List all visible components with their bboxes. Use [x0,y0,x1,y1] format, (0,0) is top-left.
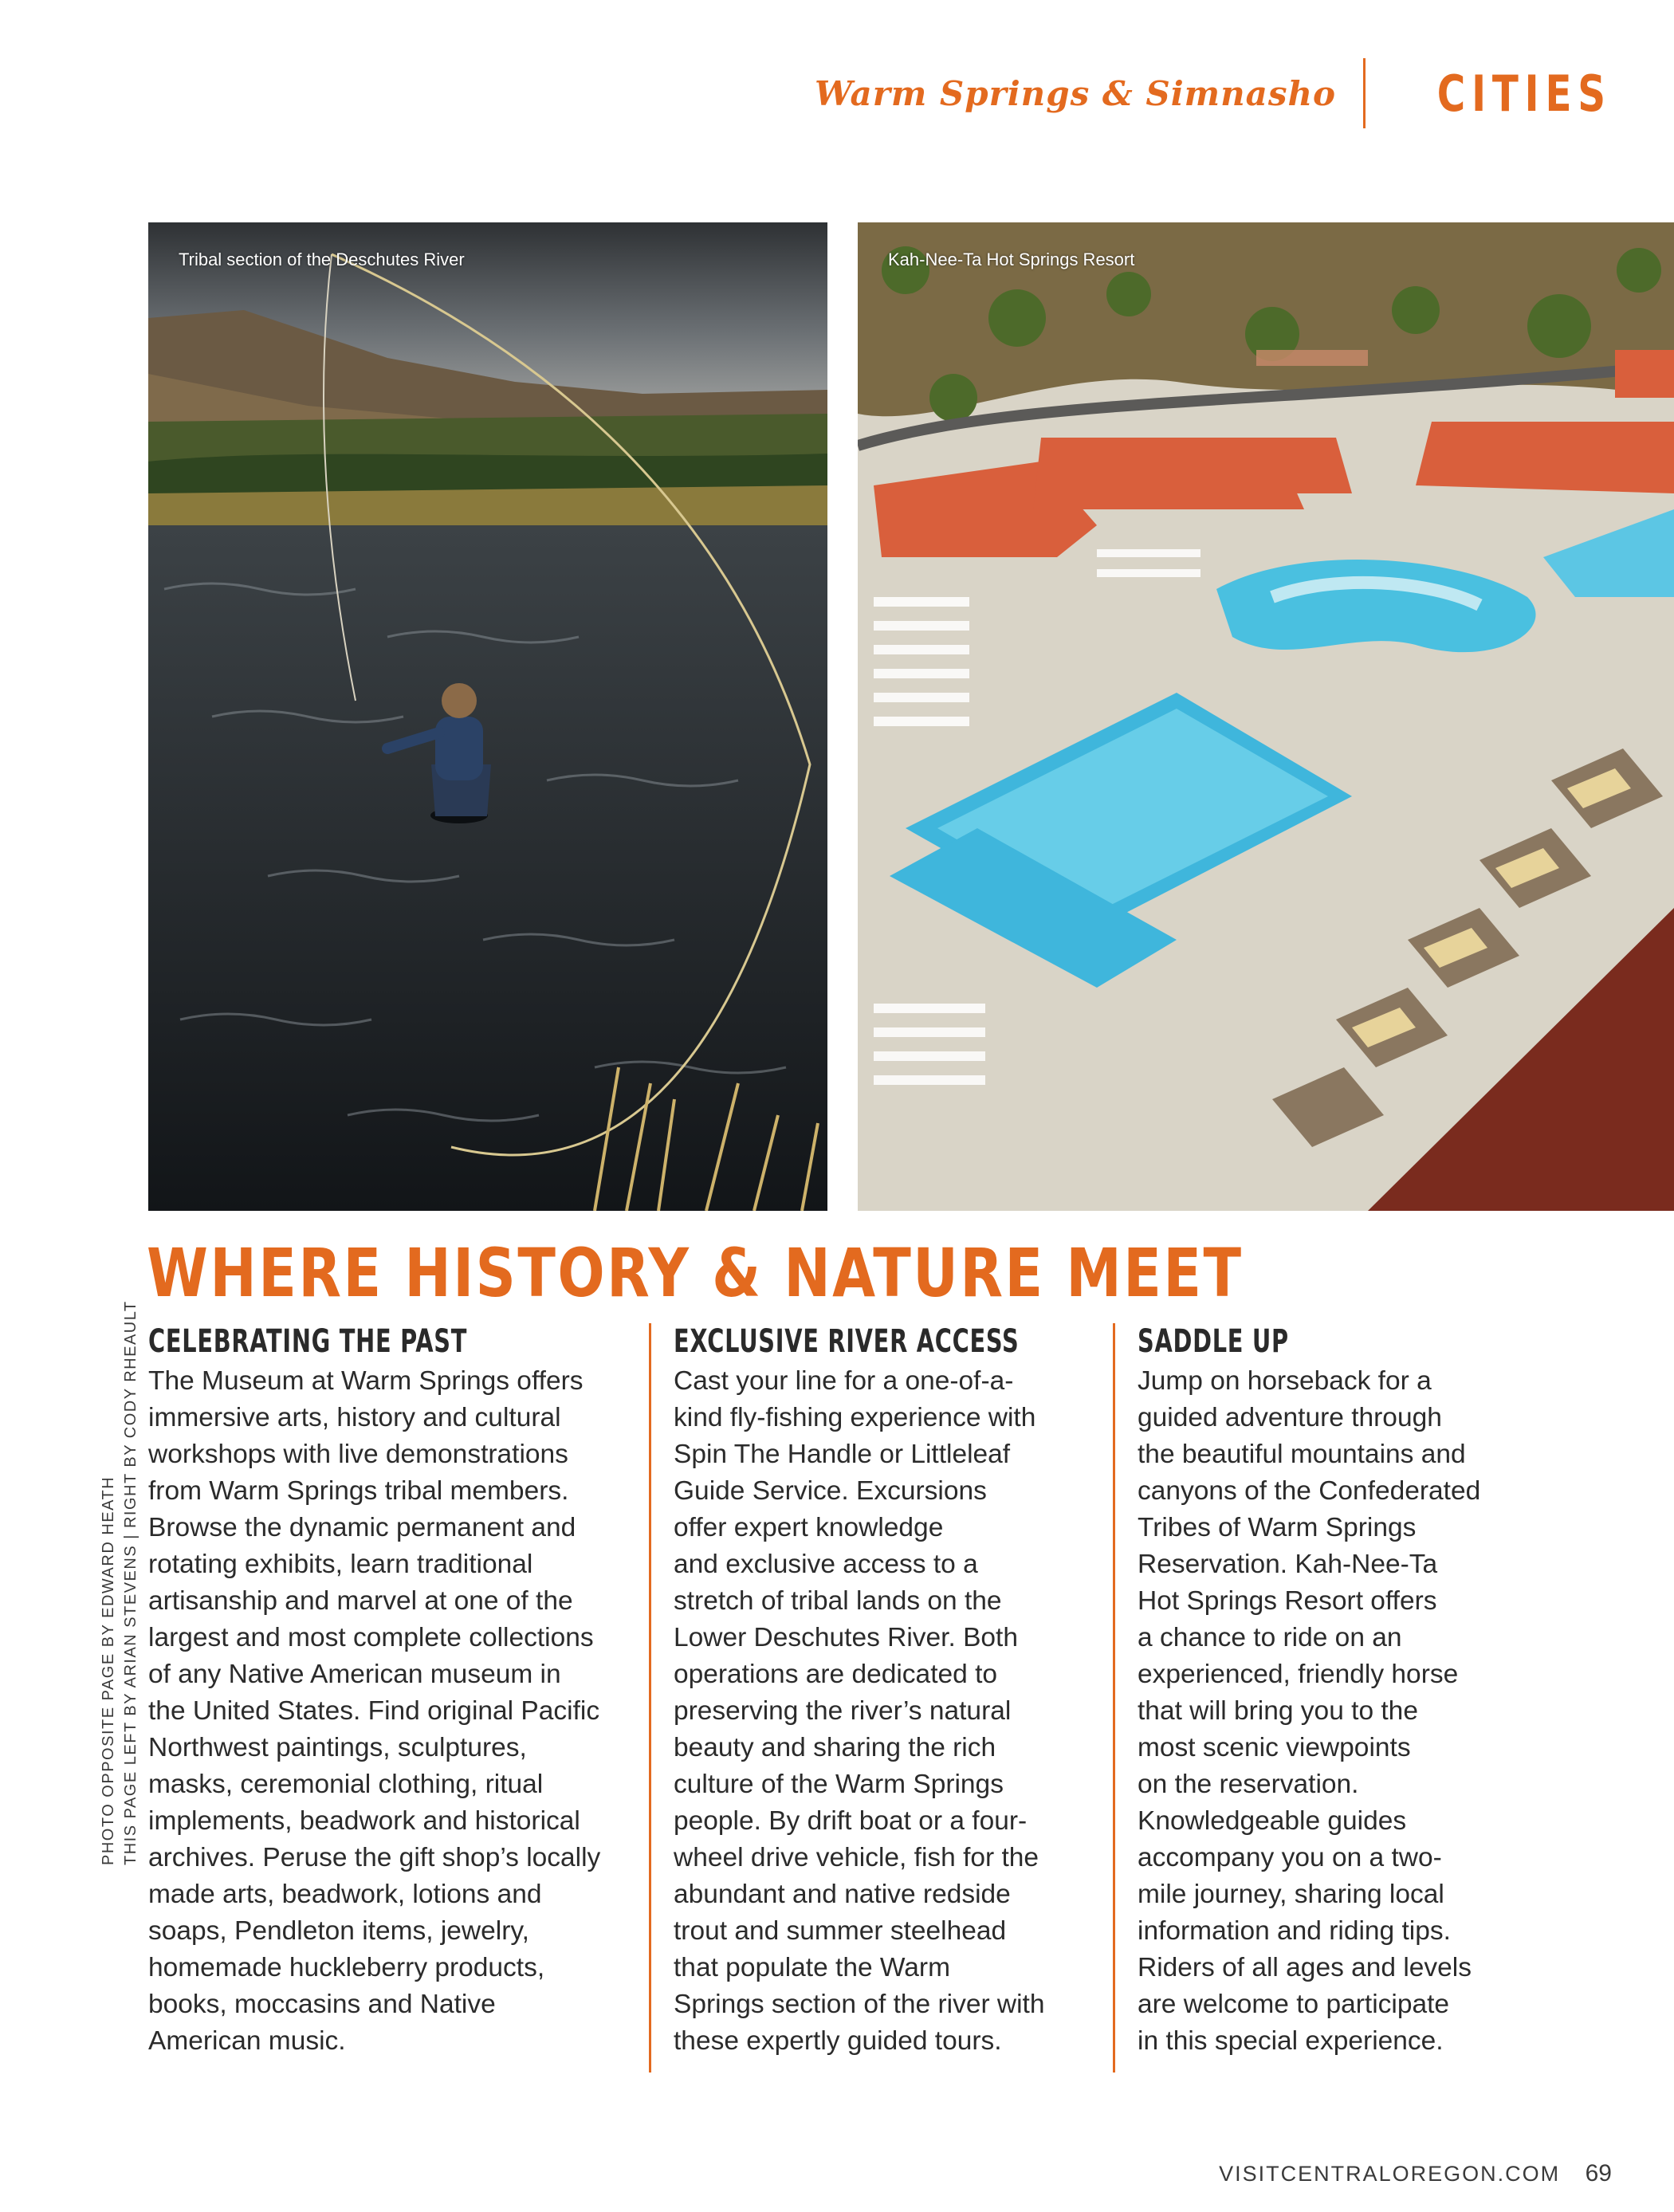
credit-line-opposite: PHOTO OPPOSITE PAGE BY EDWARD HEATH [100,1475,117,1865]
page-number: 69 [1585,2160,1612,2186]
photo-caption: Tribal section of the Deschutes River [179,249,465,269]
page-header [815,57,1612,129]
column-heading: EXCLUSIVE RIVER ACCESS [674,1323,1020,1360]
column-body: The Museum at Warm Springs offers immersive arts, history and cultural workshops with live demonstrations from Warm Springs tribal members. Browse the dynamic permanent and rotating exhibits, learn traditional artisanship and marvel at one of the largest and most complete collections of any Native American museum in the United States. Find original Pacific Northwest paintings, sculptures, masks, ceremonial clothing, ritual implements, beadwork and historical archives. Peruse the gift shop’s locally made arts, beadwork, lotions and soaps, Pendleton items, jewelry, homemade huckleberry products, books, moccasins and Native American music. [148,1366,601,2056]
column-body: Cast your line for a one-of-a- kind fly-fishing experience with Spin The Handle or Littleleaf Guide Service. Excursions offer expert knowledge and exclusive access to a stretch of tribal lands on the Lower Deschutes River. Both operations are dedicated to preserving the river’s natural beauty and sharing the rich culture of the Warm Springs people. By drift boat or a four- wheel drive vehicle, fish for the abundant and native redside trout and summer steelhead that populate the Warm Springs section of the river with these expertly guided tours. [674,1366,1045,2056]
website-url: VISITCENTRALOREGON.COM [1219,2162,1561,2186]
column-heading: CELEBRATING THE PAST [148,1323,468,1360]
article-headline: WHERE HISTORY & NATURE MEET [147,1234,1244,1312]
section-name: Warm Springs & Simnasho [814,73,1337,113]
resort-pools-aerial-photo [858,222,1674,1211]
column-saddle-up [1113,1323,1616,2073]
credit-line-this-page: THIS PAGE LEFT BY ARIAN STEVENS | RIGHT BY CODY RHEAULT [122,1300,140,1865]
fly-fishing-river-photo [148,222,827,1211]
column-exclusive-river-access [649,1323,1136,2073]
column-heading: SADDLE UP [1138,1323,1289,1360]
header-divider [1363,58,1366,128]
category-label: CITIES [1436,64,1612,123]
photo-caption: Kah-Nee-Ta Hot Springs Resort [888,249,1135,269]
page-footer [1219,2160,1612,2187]
column-celebrating-the-past [148,1323,642,2060]
river-illustration [148,222,827,1211]
column-body: Jump on horseback for a guided adventure through the beautiful mountains and canyons of the Confederated Tribes of Warm Springs Reservation. Kah-Nee-Ta Hot Springs Resort offers a chance to ride on an experienced, friendly horse that will bring you to the most scenic viewpoints on the reservation. Knowledgeable guides accompany you on a two- mile journey, sharing local information and riding tips. Riders of all ages and levels are welcome to participate in this special experience. [1138,1366,1481,2056]
resort-illustration [858,222,1674,1211]
